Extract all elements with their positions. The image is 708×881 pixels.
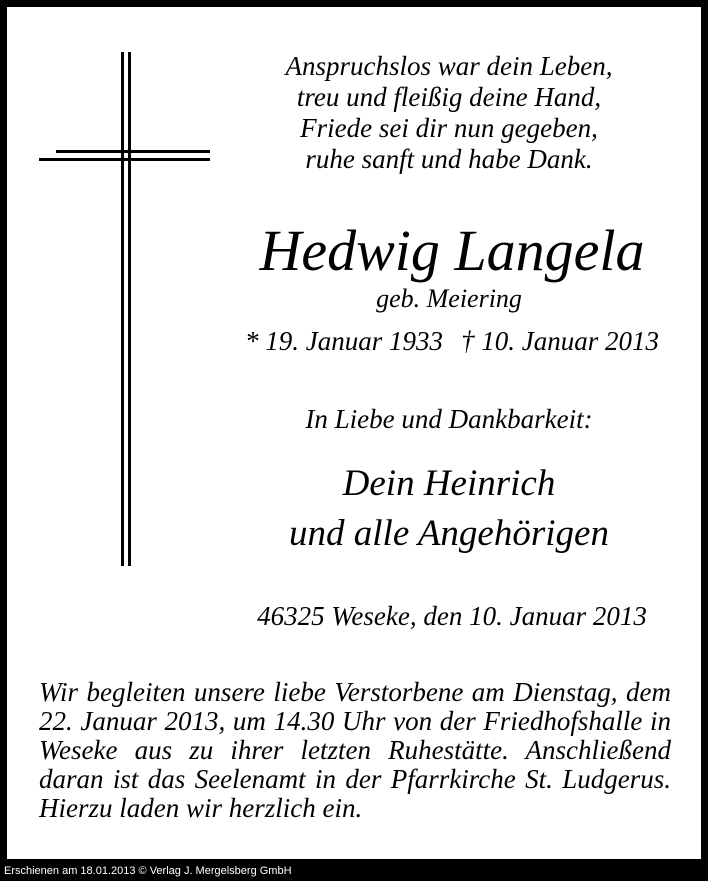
funeral-notice: Wir begleiten unsere liebe Verstorbene am Dienstag, dem 22. Januar 2013, um 14.30 Uhr von der Friedhofshalle in Weseke aus zu ihrer letzten Ruhestätte. Anschließend daran ist das Seelenamt in der Pfarrkirche St. Ludgerus. Hierzu laden wir herzlich ein.: [39, 677, 671, 823]
mourners: [239, 459, 659, 559]
obituary-notice: [7, 7, 701, 859]
publication-footer: Erschienen am 18.01.2013 © Verlag J. Mergelsberg GmbH: [4, 865, 292, 877]
verse-line: Friede sei dir nun gegeben,: [300, 113, 598, 143]
death-date: † 10. Januar 2013: [461, 326, 659, 356]
birth-date: * 19. Januar 1933: [245, 326, 443, 356]
mourner-line: Dein Heinrich: [342, 463, 556, 504]
maiden-name: geb. Meiering: [376, 284, 522, 313]
verse-line: Anspruchslos war dein Leben,: [285, 51, 613, 81]
deceased-name: Hedwig Langela: [259, 218, 645, 283]
verse-line: ruhe sanft und habe Dank.: [305, 144, 593, 174]
mourner-line: und alle Angehörigen: [289, 513, 609, 554]
life-dates: [217, 324, 687, 358]
verse-line: treu und fleißig deine Hand,: [296, 82, 602, 112]
verse: [239, 51, 659, 175]
mourners-intro: In Liebe und Dankbarkeit:: [305, 404, 593, 434]
place-and-date: 46325 Weseke, den 10. Januar 2013: [257, 601, 647, 631]
